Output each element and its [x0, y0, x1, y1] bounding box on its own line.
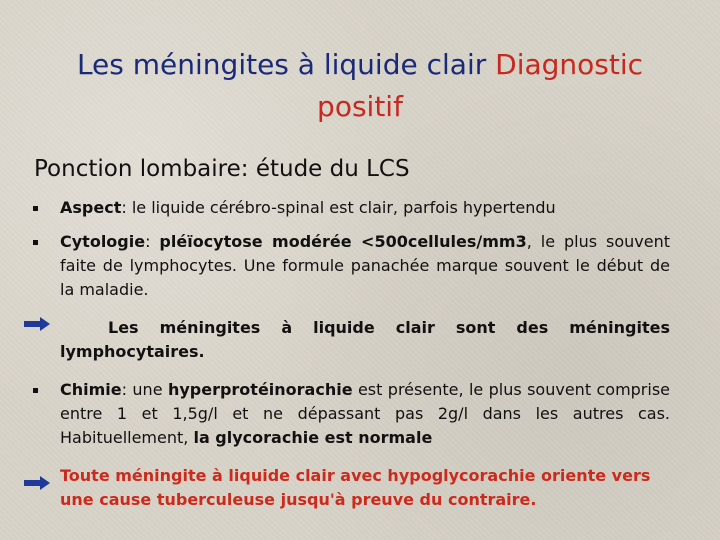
item-text: , le plus souvent faite de lymphocytes. Une formule panachée marque souvent le début de la maladie. [60, 232, 670, 299]
square-bullet-icon [33, 240, 38, 245]
item-warning-text: Toute méningite à liquide clair avec hypoglycorachie oriente vers une cause tuberculeuse jusqu'à preuve du contraire. [60, 466, 651, 509]
list-item-chimie [60, 378, 670, 450]
item-text: est présente, le plus souvent comprise entre 1 et 1,5g/l et ne dépassant pas 2g/l dans les autres cas. Habituellement, [60, 380, 671, 447]
square-bullet-icon [33, 206, 38, 211]
item-emphasis-2: la glycorachie est normale [193, 428, 433, 447]
item-label: Aspect [60, 198, 122, 217]
list-item-conclusion [60, 316, 670, 364]
slide-title [30, 44, 690, 128]
item-label: Cytologie [60, 232, 146, 251]
title-main: Les méningites à liquide clair [76, 48, 496, 81]
item-emphasis: pléïocytose modérée <500cellules/mm3 [159, 232, 527, 251]
right-arrow-icon [24, 476, 50, 490]
item-sep: : [145, 232, 160, 251]
list-item-aspect [60, 196, 670, 220]
title-accent: Diagnostic positif [317, 48, 644, 123]
item-label: Chimie [60, 380, 122, 399]
list-item-warning [60, 464, 670, 512]
item-emphasis: Les méningites à liquide clair sont des méningites lymphocytaires. [60, 318, 670, 361]
item-emphasis: hyperprotéinorachie [167, 380, 353, 399]
list-item-cytologie [60, 230, 670, 302]
item-text: : le liquide cérébro-spinal est clair, parfois hypertendu [121, 198, 556, 217]
item-sep: : une [121, 380, 168, 399]
section-heading: Ponction lombaire: étude du LCS [34, 156, 410, 182]
square-bullet-icon [33, 388, 38, 393]
right-arrow-icon [24, 317, 50, 331]
